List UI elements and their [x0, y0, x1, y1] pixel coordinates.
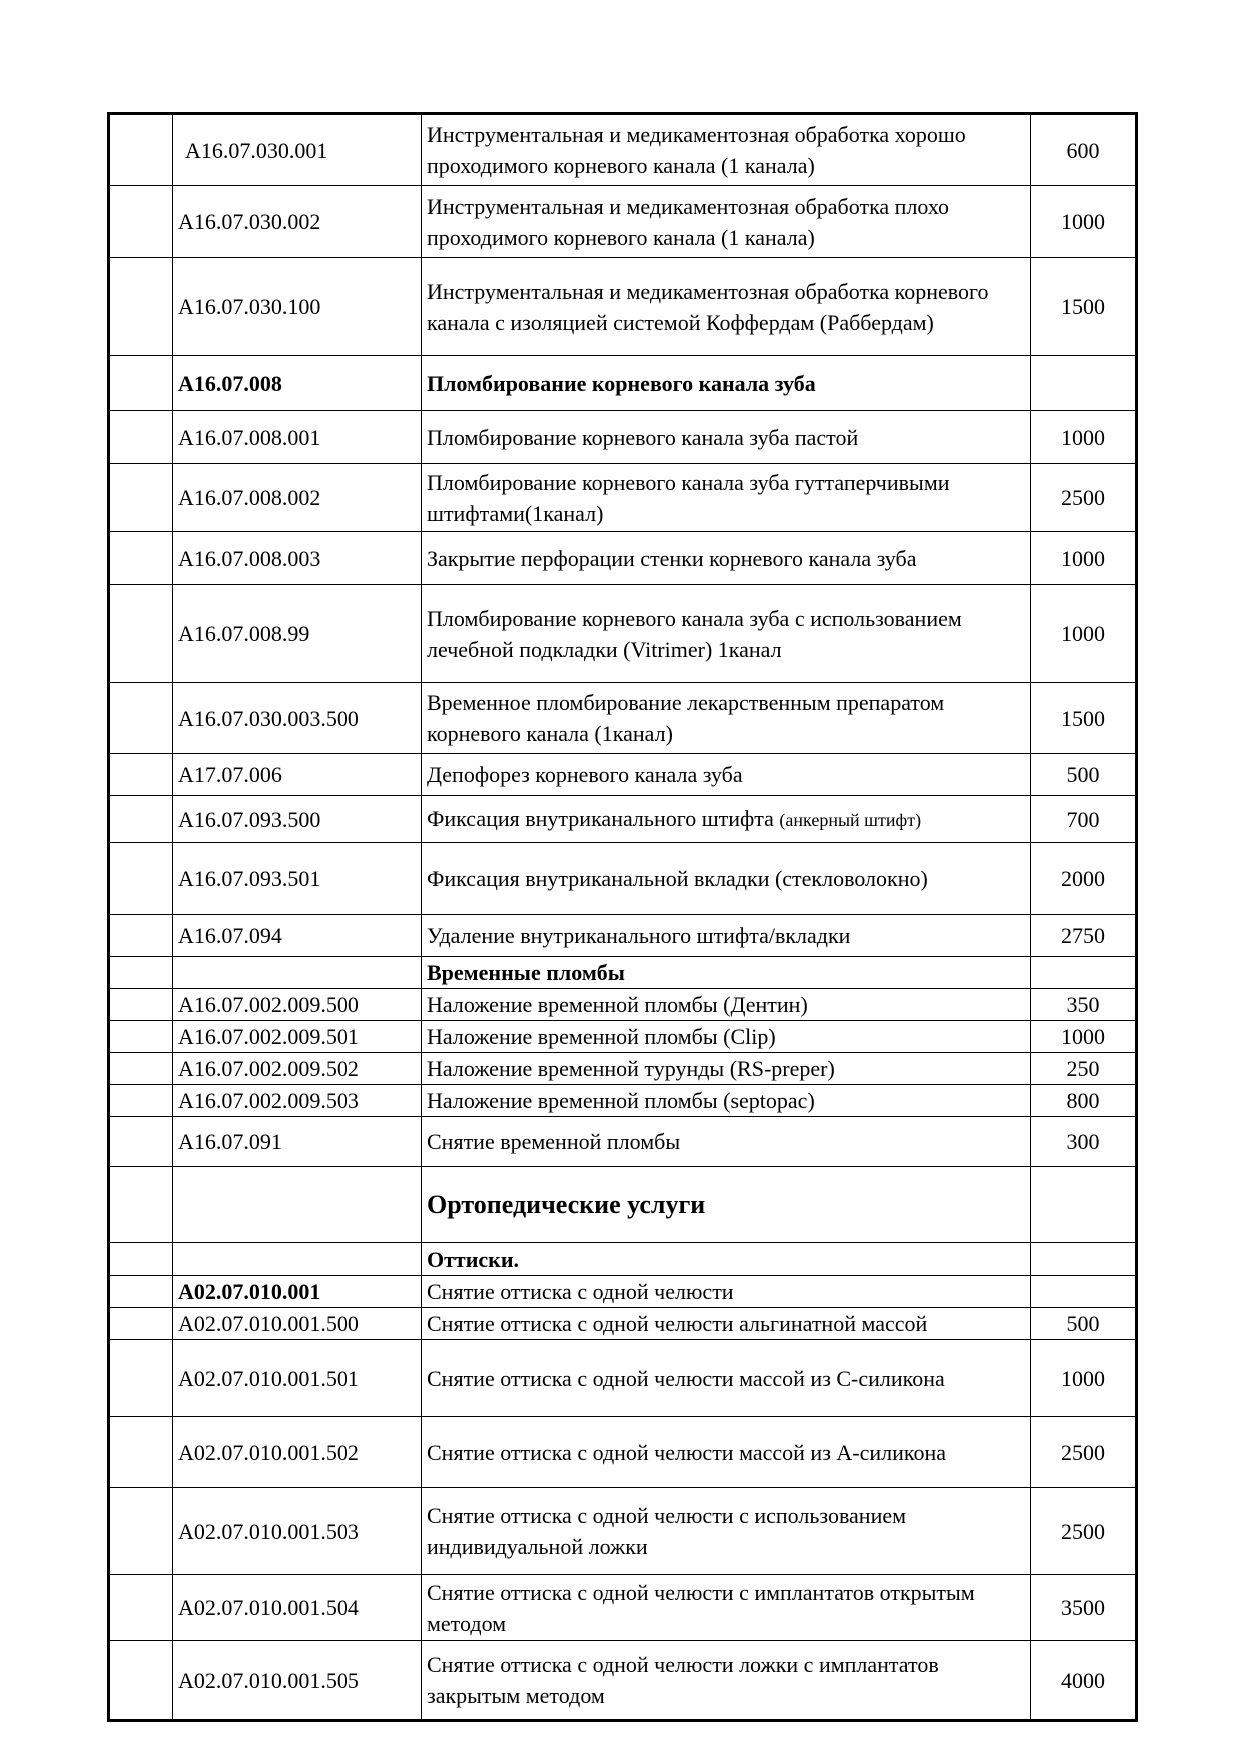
table-row — [109, 1488, 1137, 1575]
service-name: Снятие оттиска с одной челюсти с имплантатов открытым методом — [422, 1575, 1031, 1641]
service-code: A02.07.010.001.504 — [173, 1575, 422, 1641]
section-code — [173, 1243, 422, 1276]
row-number-cell — [109, 1417, 173, 1488]
section-row — [109, 1243, 1137, 1276]
service-price: 2500 — [1031, 1417, 1137, 1488]
row-number-cell — [109, 114, 173, 186]
service-code: A02.07.010.001.502 — [173, 1417, 422, 1488]
service-name: Инструментальная и медикаментозная обработка хорошо проходимого корневого канала (1 канала) — [422, 114, 1031, 186]
table-row — [109, 258, 1137, 356]
service-price: 1500 — [1031, 683, 1137, 754]
table-row — [109, 915, 1137, 957]
row-number-cell — [109, 1641, 173, 1721]
table-row — [109, 1340, 1137, 1417]
service-code: A02.07.010.001.501 — [173, 1340, 422, 1417]
service-code: A16.07.030.003.500 — [173, 683, 422, 754]
service-code: A16.07.002.009.503 — [173, 1085, 422, 1117]
row-number-cell — [109, 356, 173, 411]
service-code: A16.07.002.009.500 — [173, 989, 422, 1021]
service-name: Пломбирование корневого канала зуба гуттаперчивыми штифтами(1канал) — [422, 464, 1031, 532]
service-name: Депофорез корневого канала зуба — [422, 754, 1031, 796]
service-name: Снятие временной пломбы — [422, 1117, 1031, 1167]
service-code: A16.07.094 — [173, 915, 422, 957]
row-number-cell — [109, 1488, 173, 1575]
service-price — [1031, 1276, 1137, 1308]
row-number-cell — [109, 1308, 173, 1340]
section-code: A16.07.008 — [173, 356, 422, 411]
table-row — [109, 1085, 1137, 1117]
service-code: A17.07.006 — [173, 754, 422, 796]
service-name: Временное пломбирование лекарственным препаратом корневого канала (1канал) — [422, 683, 1031, 754]
service-code: A16.07.008.001 — [173, 411, 422, 464]
service-name: Наложение временной пломбы (Дентин) — [422, 989, 1031, 1021]
section-heading-row — [109, 1167, 1137, 1243]
section-heading: Ортопедические услуги — [422, 1167, 1031, 1243]
service-price: 350 — [1031, 989, 1137, 1021]
table-row — [109, 532, 1137, 585]
table-row — [109, 1575, 1137, 1641]
table-row — [109, 186, 1137, 258]
service-name: Пломбирование корневого канала зуба пастой — [422, 411, 1031, 464]
section-title: Оттиски. — [422, 1243, 1031, 1276]
row-number-cell — [109, 1085, 173, 1117]
row-number-cell — [109, 989, 173, 1021]
table-row — [109, 1117, 1137, 1167]
table-row — [109, 1276, 1137, 1308]
table-row — [109, 1417, 1137, 1488]
service-price: 2500 — [1031, 1488, 1137, 1575]
service-name: Фиксация внутриканальной вкладки (стекловолокно) — [422, 843, 1031, 915]
service-price: 1000 — [1031, 532, 1137, 585]
table-row — [109, 1021, 1137, 1053]
service-code: A16.07.008.002 — [173, 464, 422, 532]
service-price: 700 — [1031, 796, 1137, 843]
service-name: Снятие оттиска с одной челюсти с использованием индивидуальной ложки — [422, 1488, 1031, 1575]
service-code: A16.07.091 — [173, 1117, 422, 1167]
service-price: 2500 — [1031, 464, 1137, 532]
service-name: Снятие оттиска с одной челюсти массой из С-силикона — [422, 1340, 1031, 1417]
service-price: 2750 — [1031, 915, 1137, 957]
service-name: Снятие оттиска с одной челюсти — [422, 1276, 1031, 1308]
service-code: A16.07.002.009.502 — [173, 1053, 422, 1085]
service-name — [422, 796, 1031, 843]
row-number-cell — [109, 957, 173, 989]
service-name: Наложение временной турунды (RS-preper) — [422, 1053, 1031, 1085]
table-row — [109, 1308, 1137, 1340]
service-price: 1000 — [1031, 1021, 1137, 1053]
row-number-cell — [109, 186, 173, 258]
row-number-cell — [109, 1167, 173, 1243]
service-code: A16.07.008.003 — [173, 532, 422, 585]
table-row — [109, 585, 1137, 683]
service-price: 800 — [1031, 1085, 1137, 1117]
service-price — [1031, 957, 1137, 989]
service-price: 600 — [1031, 114, 1137, 186]
service-code: A16.07.008.99 — [173, 585, 422, 683]
table-row — [109, 1053, 1137, 1085]
service-price: 500 — [1031, 1308, 1137, 1340]
service-name: Снятие оттиска с одной челюсти массой из А-силикона — [422, 1417, 1031, 1488]
row-number-cell — [109, 796, 173, 843]
service-price: 500 — [1031, 754, 1137, 796]
table-row — [109, 843, 1137, 915]
row-number-cell — [109, 683, 173, 754]
row-number-cell — [109, 1575, 173, 1641]
table-row — [109, 989, 1137, 1021]
service-price: 4000 — [1031, 1641, 1137, 1721]
service-code: A16.07.030.001 — [173, 114, 422, 186]
table-row — [109, 754, 1137, 796]
price-table — [107, 112, 1138, 1722]
service-price: 1000 — [1031, 411, 1137, 464]
table-row — [109, 464, 1137, 532]
table-row — [109, 1641, 1137, 1721]
section-title: Пломбирование корневого канала зуба — [422, 356, 1031, 411]
service-code: A02.07.010.001.505 — [173, 1641, 422, 1721]
service-name: Закрытие перфорации стенки корневого канала зуба — [422, 532, 1031, 585]
service-name: Инструментальная и медикаментозная обработка плохо проходимого корневого канала (1 канала) — [422, 186, 1031, 258]
service-code: A16.07.093.501 — [173, 843, 422, 915]
row-number-cell — [109, 754, 173, 796]
row-number-cell — [109, 1276, 173, 1308]
row-number-cell — [109, 532, 173, 585]
table-row — [109, 411, 1137, 464]
service-code: A16.07.002.009.501 — [173, 1021, 422, 1053]
service-price: 2000 — [1031, 843, 1137, 915]
service-name-note: (анкерный штифт) — [779, 809, 922, 830]
service-code: A16.07.030.100 — [173, 258, 422, 356]
service-name: Инструментальная и медикаментозная обработка корневого канала с изоляцией системой Коффердам (Раббердам) — [422, 258, 1031, 356]
service-code: A16.07.030.002 — [173, 186, 422, 258]
service-price: 1000 — [1031, 585, 1137, 683]
row-number-cell — [109, 1021, 173, 1053]
service-price: 3500 — [1031, 1575, 1137, 1641]
row-number-cell — [109, 411, 173, 464]
service-code: A02.07.010.001.500 — [173, 1308, 422, 1340]
service-code: A02.07.010.001.503 — [173, 1488, 422, 1575]
section-title: Временные пломбы — [422, 957, 1031, 989]
service-name: Наложение временной пломбы (septopac) — [422, 1085, 1031, 1117]
service-name-text: Фиксация внутриканального штифта — [427, 805, 774, 831]
service-code: A02.07.010.001 — [173, 1276, 422, 1308]
row-number-cell — [109, 258, 173, 356]
service-name: Пломбирование корневого канала зуба с использованием лечебной подкладки (Vitrimer) 1канал — [422, 585, 1031, 683]
table-row — [109, 114, 1137, 186]
row-number-cell — [109, 1117, 173, 1167]
row-number-cell — [109, 464, 173, 532]
table-row — [109, 796, 1137, 843]
service-price: 1500 — [1031, 258, 1137, 356]
section-row — [109, 957, 1137, 989]
service-price: 300 — [1031, 1117, 1137, 1167]
service-price: 250 — [1031, 1053, 1137, 1085]
row-number-cell — [109, 1340, 173, 1417]
service-price — [1031, 356, 1137, 411]
service-price: 1000 — [1031, 1340, 1137, 1417]
service-price: 1000 — [1031, 186, 1137, 258]
service-name: Снятие оттиска с одной челюсти альгинатной массой — [422, 1308, 1031, 1340]
row-number-cell — [109, 843, 173, 915]
service-name: Снятие оттиска с одной челюсти ложки с имплантатов закрытым методом — [422, 1641, 1031, 1721]
service-name: Удаление внутриканального штифта/вкладки — [422, 915, 1031, 957]
service-name: Наложение временной пломбы (Clip) — [422, 1021, 1031, 1053]
row-number-cell — [109, 1243, 173, 1276]
service-price — [1031, 1243, 1137, 1276]
section-row — [109, 356, 1137, 411]
service-code: A16.07.093.500 — [173, 796, 422, 843]
row-number-cell — [109, 1053, 173, 1085]
section-code — [173, 957, 422, 989]
service-price — [1031, 1167, 1137, 1243]
table-row — [109, 683, 1137, 754]
row-number-cell — [109, 585, 173, 683]
section-code — [173, 1167, 422, 1243]
row-number-cell — [109, 915, 173, 957]
